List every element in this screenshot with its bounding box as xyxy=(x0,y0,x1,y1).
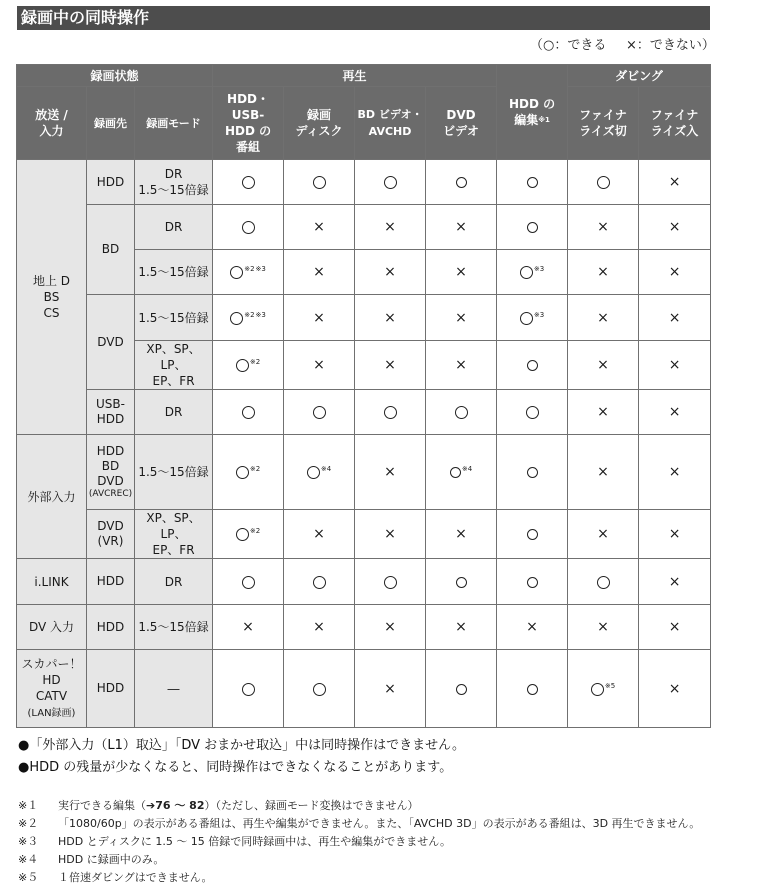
value-cell xyxy=(355,250,426,295)
value-cell xyxy=(497,559,568,605)
cross-cannot-icon: × xyxy=(668,357,681,373)
header-dest: 録画先 xyxy=(87,87,135,160)
value-cell xyxy=(639,160,711,205)
cross-cannot-icon: × xyxy=(384,309,396,326)
dest-usb-hdd: USB- HDD xyxy=(87,390,135,435)
value-cell xyxy=(426,390,497,435)
dest-dvd: DVD xyxy=(87,295,135,390)
mode-cell: ― xyxy=(135,650,213,728)
value-cell xyxy=(639,510,711,559)
circle-can-icon xyxy=(456,177,467,188)
cross-cannot-icon: × xyxy=(668,619,681,635)
mode-cell: 1.5～15倍録 xyxy=(135,605,213,650)
value-cell xyxy=(568,295,639,341)
cross-cannot-icon: × xyxy=(313,219,325,235)
circle-can-icon xyxy=(455,406,468,419)
table-row xyxy=(17,160,711,205)
value-cell xyxy=(568,559,639,605)
mode-cell: XP、SP、LP、 EP、FR xyxy=(135,341,213,390)
value-cell xyxy=(284,250,355,295)
value-cell xyxy=(497,341,568,390)
cross-cannot-icon: × xyxy=(384,680,396,697)
circle-can-icon xyxy=(313,406,326,419)
value-cell xyxy=(426,510,497,559)
circle-can-icon xyxy=(526,406,539,419)
cross-cannot-icon: × xyxy=(242,619,254,635)
value-cell xyxy=(568,341,639,390)
cross-cannot-icon: × xyxy=(597,219,609,235)
value-cell xyxy=(284,435,355,510)
value-cell xyxy=(426,605,497,650)
cross-cannot-icon: × xyxy=(384,264,396,280)
circle-can-icon xyxy=(456,577,467,588)
value-cell xyxy=(639,205,711,250)
cross-cannot-icon: × xyxy=(597,526,609,542)
header-rec-disc: 録画 ディスク xyxy=(284,87,355,160)
mode-cell: DR xyxy=(135,390,213,435)
note-external-input: ●「外部入力（L1）取込」「DV おまかせ取込」中は同時操作はできません。 xyxy=(18,738,465,753)
circle-can-icon xyxy=(527,577,538,588)
header-dvd-video: DVD ビデオ xyxy=(426,87,497,160)
circle-can-icon xyxy=(242,683,255,696)
footnote-ref: ※3 xyxy=(533,265,545,273)
header-finalize-off: ファイナ ライズ切 xyxy=(568,87,639,160)
cross-cannot-icon: × xyxy=(668,680,681,697)
table-row xyxy=(17,650,711,728)
legend-can: （○：できる xyxy=(530,38,607,53)
cross-cannot-icon: × xyxy=(455,357,467,373)
group-external-input: 外部入力 xyxy=(17,435,87,559)
value-cell xyxy=(355,650,426,728)
cross-cannot-icon: × xyxy=(455,264,467,280)
value-cell xyxy=(497,160,568,205)
value-cell xyxy=(568,605,639,650)
dest-multi: HDD BD DVD (AVCREC) xyxy=(87,435,135,510)
cross-cannot-icon: × xyxy=(384,464,396,480)
circle-can-icon xyxy=(527,467,538,478)
value-cell xyxy=(497,435,568,510)
value-cell xyxy=(213,605,284,650)
value-cell xyxy=(426,295,497,341)
mode-cell: 1.5～15倍録 xyxy=(135,435,213,510)
value-cell xyxy=(497,250,568,295)
circle-can-icon xyxy=(242,221,255,234)
value-cell xyxy=(213,559,284,605)
value-cell xyxy=(639,341,711,390)
value-cell xyxy=(355,559,426,605)
circle-can-icon xyxy=(456,684,467,695)
value-cell xyxy=(284,559,355,605)
cross-cannot-icon: × xyxy=(668,404,681,420)
footnote-4: ※４ HDD に録画中のみ。 xyxy=(18,853,165,866)
value-cell xyxy=(497,390,568,435)
footnote-ref: ※5 xyxy=(604,681,616,690)
circle-can-icon xyxy=(242,576,255,589)
value-cell xyxy=(355,435,426,510)
value-cell xyxy=(284,390,355,435)
footnote-ref: ※4 xyxy=(461,465,473,473)
header-rec-state: 録画状態 xyxy=(17,65,213,87)
cross-cannot-icon: × xyxy=(455,219,467,235)
dest-dvd-vr: DVD (VR) xyxy=(87,510,135,559)
circle-can-icon xyxy=(450,467,461,478)
value-cell xyxy=(213,295,284,341)
value-cell xyxy=(497,510,568,559)
value-cell xyxy=(355,295,426,341)
page-title: 録画中の同時操作 xyxy=(17,6,710,30)
footnote-ref: ※3 xyxy=(533,310,545,319)
value-cell xyxy=(355,341,426,390)
circle-can-icon xyxy=(230,266,243,279)
mode-cell: XP、SP、LP、 EP、FR xyxy=(135,510,213,559)
footnote-ref: ※4 xyxy=(320,465,332,473)
circle-can-icon xyxy=(242,406,255,419)
group-dv-input: DV 入力 xyxy=(17,605,87,650)
mode-cell: DR 1.5～15倍録 xyxy=(135,160,213,205)
value-cell xyxy=(213,341,284,390)
dest-hdd: HDD xyxy=(87,605,135,650)
header-bd-video: BD ビデオ・ AVCHD xyxy=(355,87,426,160)
cross-cannot-icon: × xyxy=(526,619,538,635)
value-cell xyxy=(426,650,497,728)
value-cell xyxy=(639,559,711,605)
circle-can-icon xyxy=(527,360,538,371)
value-cell xyxy=(426,160,497,205)
cross-cannot-icon: × xyxy=(668,526,681,542)
legend-cannot: ×：できない） xyxy=(626,38,715,53)
value-cell xyxy=(213,650,284,728)
value-cell xyxy=(426,250,497,295)
mode-cell: 1.5～15倍録 xyxy=(135,250,213,295)
value-cell xyxy=(284,510,355,559)
header-mode: 録画モード xyxy=(135,87,213,160)
circle-can-icon xyxy=(591,683,604,696)
value-cell xyxy=(213,435,284,510)
circle-can-icon xyxy=(520,266,533,279)
table-row xyxy=(17,435,711,510)
note-hdd-capacity: ●HDD の残量が少なくなると、同時操作はできなくなることがあります。 xyxy=(18,760,453,775)
circle-can-icon xyxy=(527,177,538,188)
value-cell xyxy=(639,295,711,341)
value-cell xyxy=(355,205,426,250)
value-cell xyxy=(568,435,639,510)
table-row xyxy=(17,510,711,559)
cross-cannot-icon: × xyxy=(668,464,681,480)
cross-cannot-icon: × xyxy=(597,309,609,326)
cross-cannot-icon: × xyxy=(668,174,681,190)
header-dubbing: ダビング xyxy=(568,65,711,87)
dest-bd: BD xyxy=(87,205,135,295)
group-ilink: i.LINK xyxy=(17,559,87,605)
value-cell xyxy=(355,605,426,650)
cross-cannot-icon: × xyxy=(313,309,325,326)
circle-can-icon xyxy=(597,176,610,189)
circle-can-icon xyxy=(307,466,320,479)
value-cell xyxy=(639,435,711,510)
footnote-5: ※５ １倍速ダビングはできません。 xyxy=(18,871,213,884)
cross-cannot-icon: × xyxy=(668,573,681,590)
circle-can-icon xyxy=(236,528,249,541)
value-cell xyxy=(497,650,568,728)
value-cell xyxy=(497,605,568,650)
value-cell xyxy=(213,205,284,250)
value-cell xyxy=(639,650,711,728)
circle-can-icon xyxy=(520,312,533,325)
cross-cannot-icon: × xyxy=(313,619,325,635)
value-cell xyxy=(284,650,355,728)
value-cell xyxy=(568,205,639,250)
value-cell xyxy=(568,510,639,559)
circle-can-icon xyxy=(597,576,610,589)
footnote-ref: ※3 xyxy=(255,265,266,273)
circle-can-icon xyxy=(384,176,397,189)
circle-can-icon xyxy=(236,466,249,479)
value-cell xyxy=(355,390,426,435)
cross-cannot-icon: × xyxy=(597,357,609,373)
value-cell xyxy=(284,205,355,250)
cross-cannot-icon: × xyxy=(668,264,681,280)
footnote-1: ※１ 実行できる編集（➔76 ～ 82）（ただし、録画モード変換はできません） xyxy=(18,799,419,812)
mode-cell: DR xyxy=(135,559,213,605)
value-cell xyxy=(355,160,426,205)
cross-cannot-icon: × xyxy=(313,526,325,542)
value-cell xyxy=(284,605,355,650)
header-hdd-program: HDD・ USB- HDD の 番組 xyxy=(213,87,284,160)
value-cell xyxy=(639,605,711,650)
cross-cannot-icon: × xyxy=(313,264,325,280)
table-row xyxy=(17,390,711,435)
value-cell xyxy=(355,510,426,559)
footnote-ref: ※2 xyxy=(249,358,261,366)
footnote-ref: ※2 xyxy=(244,310,255,319)
cross-cannot-icon: × xyxy=(384,219,396,235)
cross-cannot-icon: × xyxy=(597,264,609,280)
footnote-ref: ※3 xyxy=(255,310,266,319)
footnote-3: ※３ HDD とディスクに 1.5 ～ 15 倍録で同時録画中は、再生や編集ができません。 xyxy=(18,835,451,848)
circle-can-icon xyxy=(313,576,326,589)
circle-can-icon xyxy=(313,683,326,696)
value-cell xyxy=(568,390,639,435)
value-cell xyxy=(568,160,639,205)
circle-can-icon xyxy=(527,684,538,695)
header-playback: 再生 xyxy=(213,65,497,87)
circle-can-icon xyxy=(242,176,255,189)
cross-cannot-icon: × xyxy=(313,357,325,373)
cross-cannot-icon: × xyxy=(597,619,609,635)
cross-cannot-icon: × xyxy=(455,526,467,542)
footnote-2: ※２ 「1080/60p」の表示がある番組は、再生や編集ができません。また、「AVCHD 3D」の表示がある番組は、3D 再生できません。 xyxy=(18,817,701,830)
value-cell xyxy=(213,510,284,559)
circle-can-icon xyxy=(384,576,397,589)
value-cell xyxy=(426,559,497,605)
header-source: 放送 / 入力 xyxy=(17,87,87,160)
circle-can-icon xyxy=(230,312,243,325)
value-cell xyxy=(639,390,711,435)
mode-cell: DR xyxy=(135,205,213,250)
cross-cannot-icon: × xyxy=(668,219,681,235)
cross-cannot-icon: × xyxy=(384,619,396,635)
value-cell xyxy=(213,250,284,295)
table-row xyxy=(17,295,711,341)
cross-cannot-icon: × xyxy=(455,619,467,635)
cross-cannot-icon: × xyxy=(597,404,609,420)
group-skyperfect: スカパー！ HD CATV (LAN録画) xyxy=(17,650,87,728)
value-cell xyxy=(284,160,355,205)
header-finalize-on: ファイナ ライズ入 xyxy=(639,87,711,160)
value-cell xyxy=(497,205,568,250)
dest-hdd: HDD xyxy=(87,160,135,205)
value-cell xyxy=(426,435,497,510)
value-cell xyxy=(426,205,497,250)
mode-cell: 1.5～15倍録 xyxy=(135,295,213,341)
cross-cannot-icon: × xyxy=(384,526,396,542)
circle-can-icon xyxy=(527,529,538,540)
cross-cannot-icon: × xyxy=(384,357,396,373)
cross-cannot-icon: × xyxy=(668,309,681,326)
circle-can-icon xyxy=(236,359,249,372)
value-cell xyxy=(426,341,497,390)
cross-cannot-icon: × xyxy=(455,309,467,326)
value-cell xyxy=(284,295,355,341)
table-row xyxy=(17,605,711,650)
value-cell xyxy=(497,295,568,341)
dest-hdd: HDD xyxy=(87,650,135,728)
value-cell xyxy=(568,250,639,295)
group-terrestrial: 地上 D BS CS xyxy=(17,160,87,435)
footnote-ref: ※2 xyxy=(249,527,261,535)
table-row xyxy=(17,205,711,250)
value-cell xyxy=(568,650,639,728)
value-cell xyxy=(213,160,284,205)
circle-can-icon xyxy=(313,176,326,189)
simultaneous-operation-table xyxy=(16,64,711,728)
table-row xyxy=(17,559,711,605)
header-hdd-edit: HDD の 編集$^{※1}$ xyxy=(497,65,568,160)
dest-hdd: HDD xyxy=(87,559,135,605)
footnote-ref: ※2 xyxy=(244,265,255,273)
circle-can-icon xyxy=(384,406,397,419)
footnote-ref: ※2 xyxy=(249,465,261,473)
value-cell xyxy=(639,250,711,295)
cross-cannot-icon: × xyxy=(597,464,609,480)
circle-can-icon xyxy=(527,222,538,233)
value-cell xyxy=(284,341,355,390)
value-cell xyxy=(213,390,284,435)
